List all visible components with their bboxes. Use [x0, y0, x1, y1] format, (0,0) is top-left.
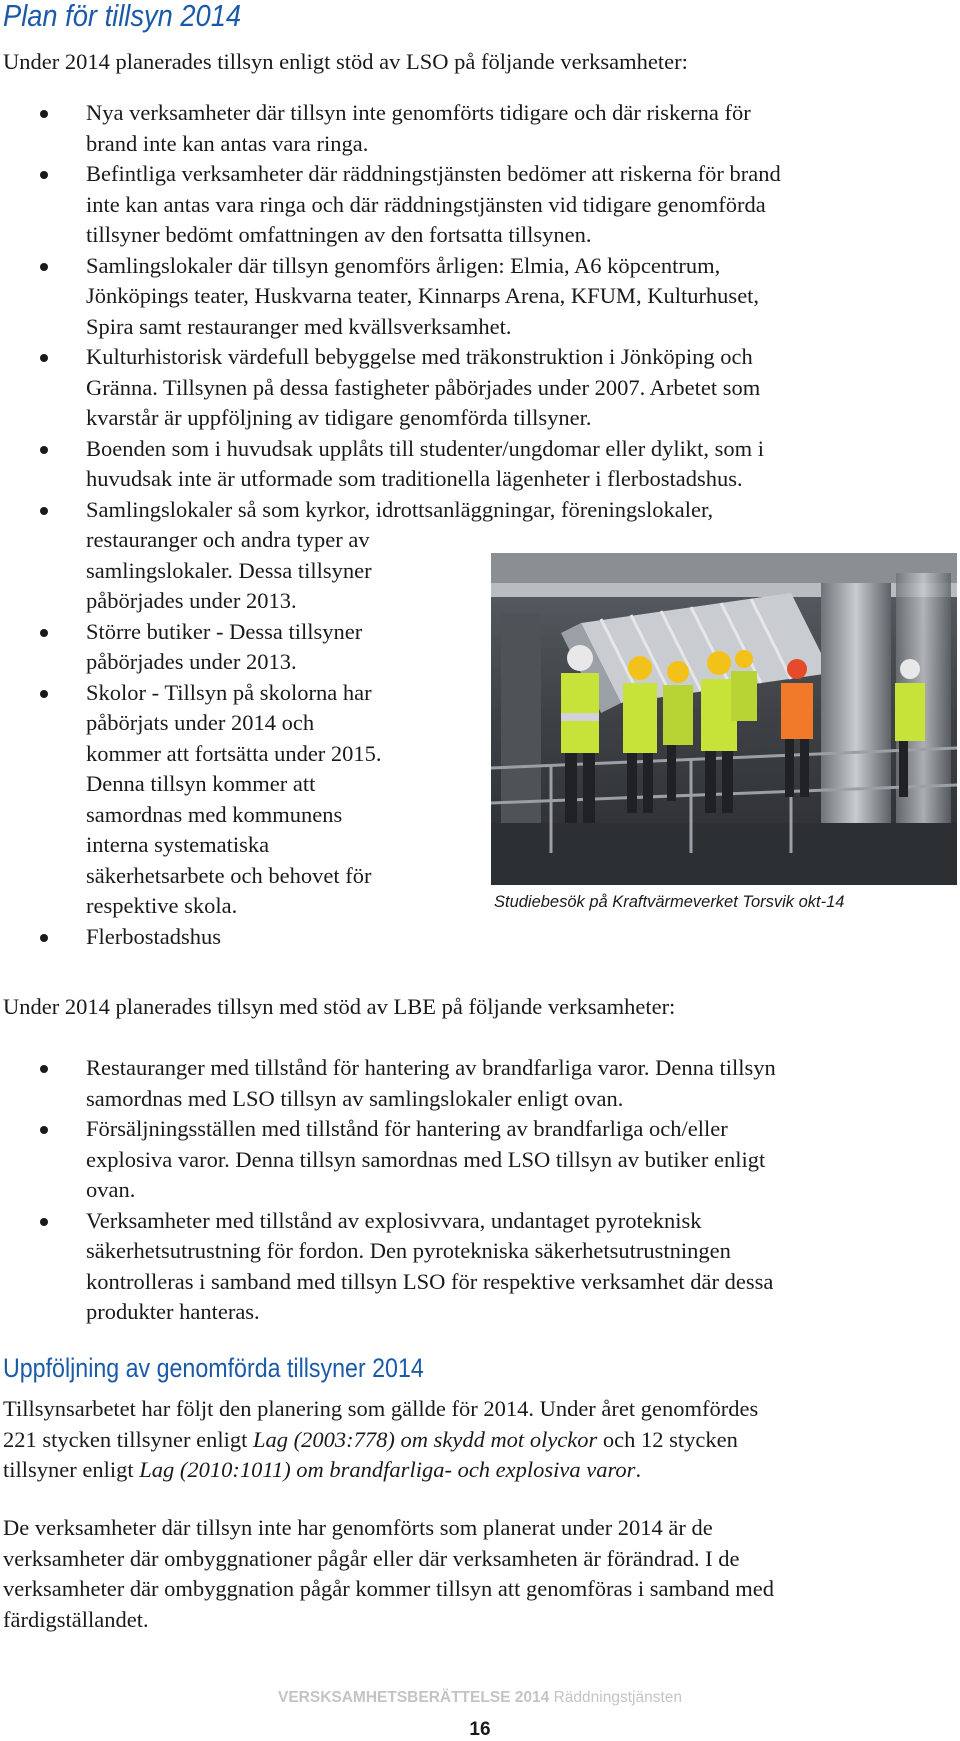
report-title: VERSKSAMHETSBERÄTTELSE 2014: [277, 1689, 550, 1706]
list-item: Samlingslokaler så som kyrkor, idrottsanläggningar, föreningslokaler, restauranger och andra typer av samlingslokaler. Dessa tillsyner påbörjades under 2013.: [0, 495, 960, 617]
lbe-intro: Under 2014 planerades tillsyn med stöd av LBE på följande verksamheter:: [3, 994, 676, 1019]
list-item: Boenden som i huvudsak upplåts till studenter/ungdomar eller dylikt, som i huvudsak inte är utformade som traditionella lägenheter i flerbostadshus.: [0, 434, 960, 495]
list-item: Samlingslokaler där tillsyn genomförs årligen: Elmia, A6 köpcentrum, Jönköpings teater, Huskvarna teater, Kinnarps Arena, KFUM, Kulturhuset, Spira samt restauranger med kvällsverksamhet.: [0, 251, 960, 343]
footer-title: [0, 1689, 960, 1707]
list-item: Restauranger med tillstånd för hantering av brandfarliga varor. Denna tillsyn samordnas med LSO tillsyn av samlingslokaler enligt ovan.: [0, 1053, 960, 1114]
followup-heading: Uppföljning av genomförda tillsyner 2014: [3, 1353, 424, 1383]
site-visit-photo: [491, 553, 957, 885]
list-item: Skolor - Tillsyn på skolorna har påbörjats under 2014 och kommer att fortsätta under 2015. Denna tillsyn kommer att samordnas med kommunens interna systematiska säkerhetsarbete och behovet för respektive skola.: [0, 678, 960, 922]
lbe-list: [0, 1053, 960, 1328]
page-title: Plan för tillsyn 2014: [3, 0, 242, 33]
law-reference: Lag (2003:778) om skydd mot olyckor: [252, 1426, 598, 1452]
list-item: Flerbostadshus: [0, 922, 960, 953]
list-item: Försäljningsställen med tillstånd för hantering av brandfarliga och/eller explosiva varor. Denna tillsyn samordnas med LSO tillsyn av butiker enligt ovan.: [0, 1114, 960, 1206]
page-number: 16: [469, 1719, 491, 1740]
law-reference: Lag (2010:1011) om brandfarliga- och explosiva varor: [139, 1457, 636, 1482]
organization-name: Räddningstjänsten: [553, 1689, 683, 1706]
list-item: Verksamheter med tillstånd av explosivvara, undantaget pyroteknisk säkerhetsutrustning för fordon. Den pyrotekniska säkerhetsutrustningen kontrolleras i samband med tillsyn LSO för respektive verksamhet där dessa produkter hanteras.: [0, 1206, 960, 1328]
list-item: Befintliga verksamheter där räddningstjänsten bedömer att riskerna för brand inte kan antas vara ringa och där räddningstjänsten vid tidigare genomförda tillsyner bedömt omfattningen av den fortsatta tillsynen.: [0, 159, 960, 251]
followup-paragraph: Tillsynsarbetet har följt den planering som gällde för 2014. Under året genomfördes 221 stycken tillsyner enligt Lag (2003:778) om skydd mot olyckor och 12 stycken tillsyner enligt Lag (2010:1011) om brandfarliga- och explosiva varor.: [3, 1396, 759, 1482]
photo-caption: Studiebesök på Kraftvärmeverket Torsvik okt-14: [494, 892, 845, 911]
list-item: Nya verksamheter där tillsyn inte genomförts tidigare och där riskerna för brand inte kan antas vara ringa.: [0, 98, 960, 159]
list-item: Kulturhistorisk värdefull bebyggelse med träkonstruktion i Jönköping och Gränna. Tillsynen på dessa fastigheter påbörjades under 2007. Arbetet som kvarstår är uppföljning av tidigare genomförda tillsyner.: [0, 342, 960, 434]
lso-intro: Under 2014 planerades tillsyn enligt stöd av LSO på följande verksamheter:: [3, 49, 688, 74]
closing-paragraph: De verksamheter där tillsyn inte har genomförts som planerat under 2014 är de verksamheter där ombyggnationer pågår eller där verksamheten är förändrad. I de verksamheter där ombyggnation pågår kommer tillsyn att genomföras i samband med färdigställandet.: [3, 1515, 775, 1632]
list-item: Större butiker - Dessa tillsyner påbörjades under 2013.: [0, 617, 960, 678]
